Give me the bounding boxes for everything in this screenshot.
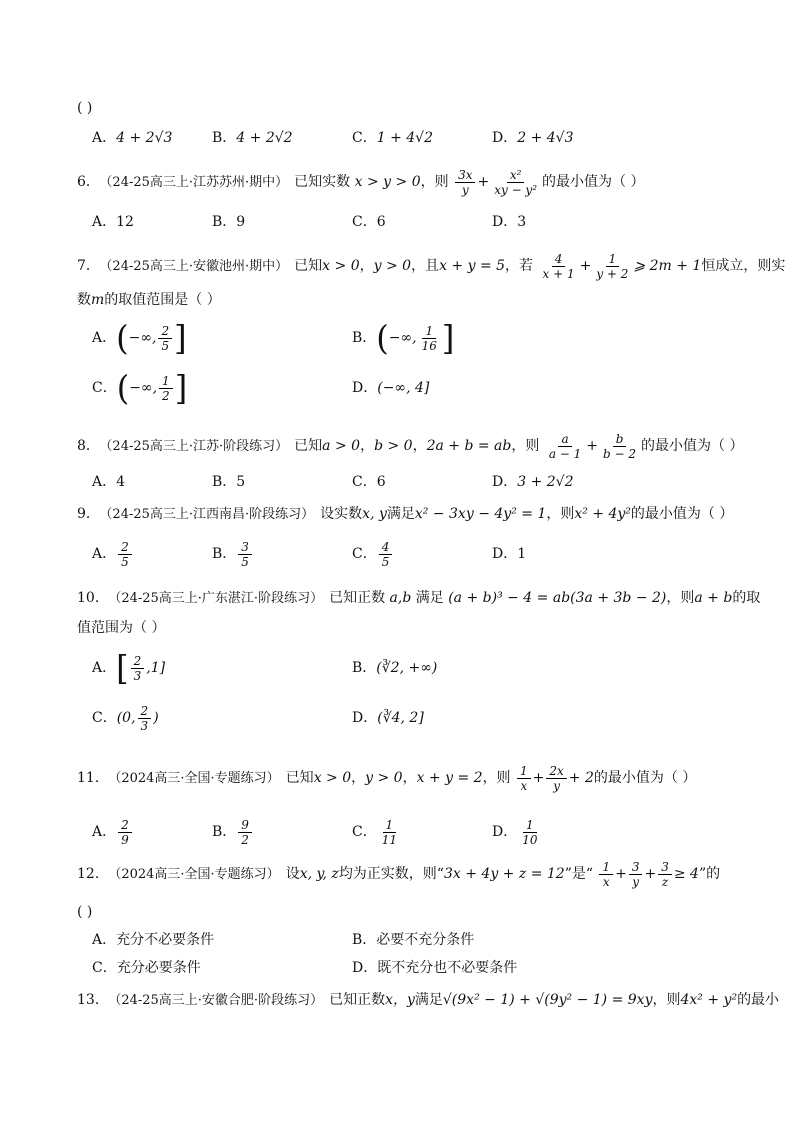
fraction: $\frac{a}{a - 1}$ <box>548 431 582 461</box>
q10-options-row-2 <box>0 696 800 740</box>
question-source: （24-25高三上·安徽合肥·阶段练习） <box>114 993 324 1008</box>
option-b[interactable]: B． $\frac{3}{5}$ <box>212 532 254 576</box>
question-8: 8． （24-25高三上·江苏·阶段练习） 已知a > 0，b > 0，2a + b = ab，则 $\frac{a}{a - 1}$ + $\frac{b}{b - 2}$ 的最小值为（ ） <box>77 431 744 461</box>
question-10: 10． （24-25高三上·广东湛江·阶段练习） 已知正数 a,b 满足 (a + b)³ − 4 = ab(3a + 3b − 2)，则a + b的取 <box>77 590 761 606</box>
option-c[interactable]: C． $\frac{4}{5}$ <box>352 532 394 576</box>
option-c[interactable]: C．6 <box>352 214 386 230</box>
option-a[interactable]: A．充分不必要条件 <box>92 932 215 948</box>
question-number: 9． <box>77 506 100 522</box>
q12-options-row-2 <box>0 956 800 980</box>
option-d[interactable]: D．3 + 2√2 <box>492 474 574 490</box>
question-number: 13． <box>77 992 109 1008</box>
option-a[interactable]: A．12 <box>92 214 134 230</box>
question-number: 10． <box>77 590 109 606</box>
option-d[interactable]: D．既不充分也不必要条件 <box>352 960 518 976</box>
question-number: 7． <box>77 258 100 274</box>
q7-options-row-2 <box>0 366 800 410</box>
option-a[interactable]: A． $\frac{2}{5}$ <box>92 532 134 576</box>
fraction: $\frac{\text{x²}}{\text{xy − y²}}$ <box>494 167 538 197</box>
question-7: 7． （24-25高三上·安徽池州·期中） 已知x > 0，y > 0，且x + y = 5，若 $\frac{4}{x + 1}$ + $\frac{1}{y + 2}$ ⩾ 2m + 1恒成立，则实 <box>77 251 786 281</box>
q5-options <box>0 126 800 150</box>
option-b[interactable]: B．(∛2, +∞) <box>352 660 438 676</box>
q12-paren-line: ( ) <box>77 904 93 920</box>
option-a[interactable]: A．4 <box>92 474 126 490</box>
option-b[interactable]: B．(−∞, $\frac{1}{16}$ ] <box>352 318 455 358</box>
question-13: 13． （24-25高三上·安徽合肥·阶段练习） 已知正数x，y满足√(9x² − 1) + √(9y² − 1) = 9xy，则4x² + y²的最小 <box>77 992 780 1008</box>
option-c[interactable]: C．充分必要条件 <box>92 960 201 976</box>
option-d[interactable]: D．2 + 4√3 <box>492 130 574 146</box>
question-source: （24-25高三上·江苏苏州·期中） <box>105 175 289 190</box>
question-7-line-2: 数m的取值范围是（ ） <box>77 292 221 308</box>
option-c[interactable]: C．1 + 4√2 <box>352 130 433 146</box>
option-b[interactable]: B．9 <box>212 214 246 230</box>
fraction: $\frac{3x}{y}$ <box>455 168 475 197</box>
question-source: （2024高三·全国·专题练习） <box>114 867 280 882</box>
option-d[interactable]: D．1 <box>492 546 527 562</box>
option-d[interactable]: D．(∛4, 2] <box>352 710 424 726</box>
q12-options-row-1 <box>0 928 800 952</box>
question-source: （24-25高三上·安徽池州·期中） <box>105 259 289 274</box>
answer-paren: ( ) <box>77 100 93 116</box>
q9-options <box>0 532 800 576</box>
option-a[interactable]: A．[ $\frac{2}{3}$ ,1] <box>92 648 166 688</box>
option-d[interactable]: D．(−∞, 4] <box>352 380 430 396</box>
option-b[interactable]: B．5 <box>212 474 246 490</box>
question-source: （2024高三·全国·专题练习） <box>114 771 280 786</box>
option-b[interactable]: B．必要不充分条件 <box>352 932 475 948</box>
q5-paren-line <box>0 96 800 120</box>
option-d[interactable]: D．3 <box>492 214 527 230</box>
option-d[interactable]: D． $\frac{1}{10}$ <box>492 817 538 847</box>
option-c[interactable]: C． $\frac{1}{11}$ <box>352 817 397 847</box>
option-c[interactable]: C．(−∞, $\frac{1}{2}$ ] <box>92 368 188 408</box>
q11-options <box>0 810 800 854</box>
question-source: （24-25高三上·江苏·阶段练习） <box>105 439 289 454</box>
question-12: 12． （2024高三·全国·专题练习） 设x, y, z均为正实数，则“3x + 4y + z = 12”是“ $\frac{1}{x}$ + $\frac{3}{y}$ + $\frac{3}{z}$ ≥ 4”的 <box>77 859 721 889</box>
question-number: 8． <box>77 438 100 454</box>
q6-options <box>0 210 800 234</box>
fraction: $\frac{1}{x}$ <box>517 764 531 793</box>
q10-options-row-1 <box>0 646 800 690</box>
option-a[interactable]: A．4 + 2√3 <box>92 130 173 146</box>
question-source: （24-25高三上·江西南昌·阶段练习） <box>105 507 315 522</box>
question-number: 6． <box>77 174 100 190</box>
question-number: 12． <box>77 866 109 882</box>
option-c[interactable]: C．(0, $\frac{2}{3}$ ) <box>92 703 159 733</box>
fraction: $\frac{b}{b - 2}$ <box>603 431 637 461</box>
option-b[interactable]: B．4 + 2√2 <box>212 130 293 146</box>
fraction: $\frac{4}{x + 1}$ <box>542 251 575 281</box>
q8-options <box>0 470 800 494</box>
option-a[interactable]: A． $\frac{2}{9}$ <box>92 810 134 854</box>
question-11: 11． （2024高三·全国·专题练习） 已知x > 0，y > 0，x + y = 2，则 $\frac{1}{x}$ + $\frac{2x}{y}$ + 2的最小值为（ ） <box>77 763 697 793</box>
question-10-line-2: 值范围为（ ） <box>77 620 166 636</box>
question-6: 6． （24-25高三上·江苏苏州·期中） 已知实数 x > y > 0，则 $\frac{3x}{y}$ + $\frac{\text{x²}}{\text{xy − y²}}$ 的最小值为（ ） <box>77 167 645 197</box>
question-number: 11． <box>77 770 109 786</box>
q7-options-row-1 <box>0 316 800 360</box>
option-b[interactable]: B． $\frac{9}{2}$ <box>212 810 254 854</box>
fraction: $\frac{1}{y + 2}$ <box>596 251 629 281</box>
option-c[interactable]: C．6 <box>352 474 386 490</box>
fraction: $\frac{2x}{y}$ <box>546 764 566 793</box>
question-source: （24-25高三上·广东湛江·阶段练习） <box>114 591 324 606</box>
question-9: 9． （24-25高三上·江西南昌·阶段练习） 设实数x, y满足x² − 3xy − 4y² = 1，则x² + 4y²的最小值为（ ） <box>77 506 734 522</box>
option-a[interactable]: A．(−∞, $\frac{2}{5}$ ] <box>92 318 187 358</box>
